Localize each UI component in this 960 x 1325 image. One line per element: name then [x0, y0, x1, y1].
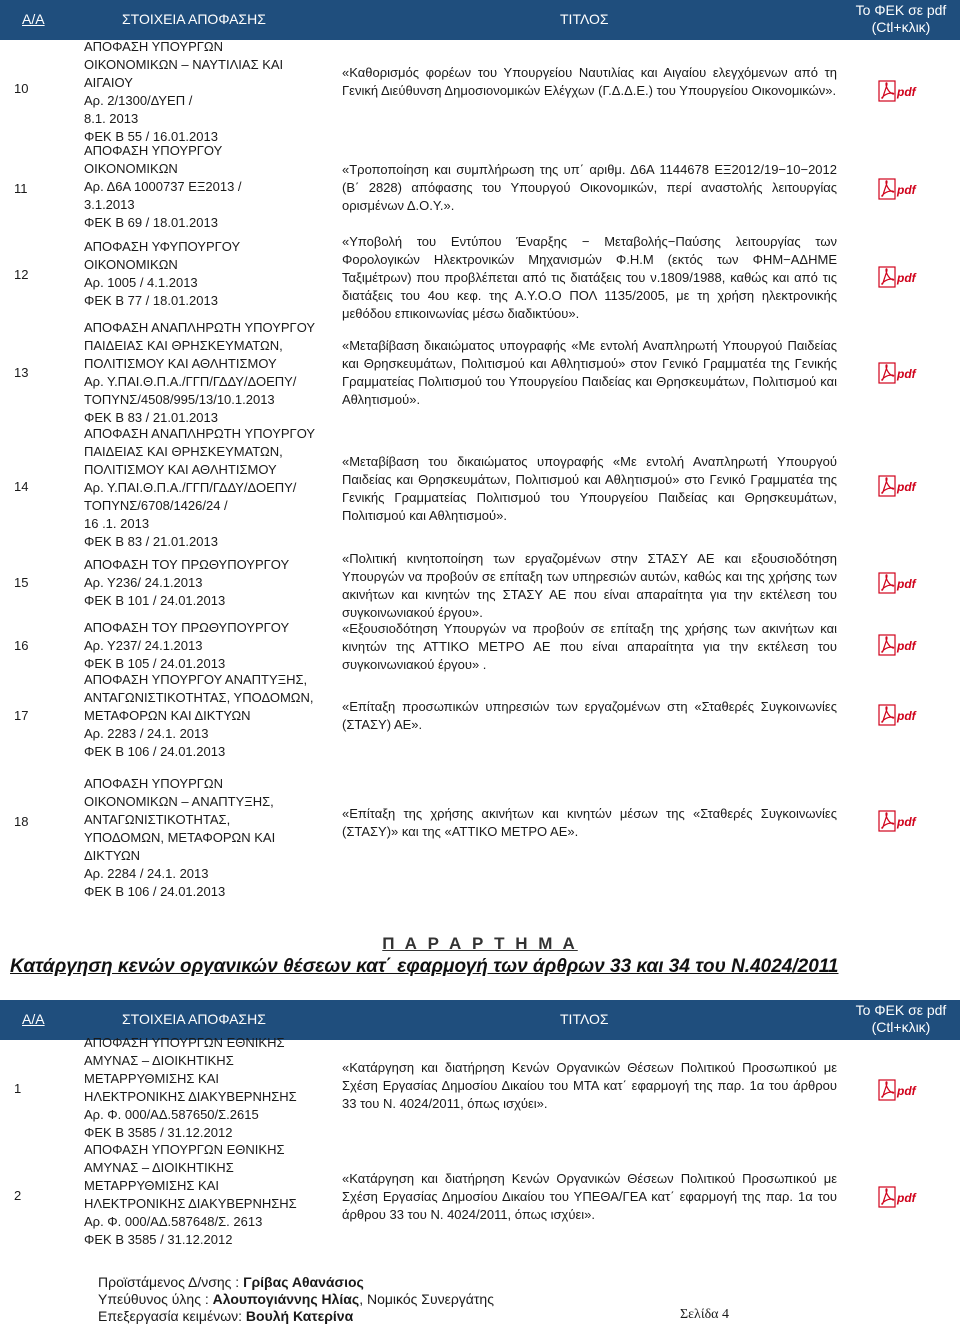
- row-number: 17: [14, 708, 29, 723]
- svg-text:pdf: pdf: [897, 1084, 916, 1098]
- row-number: 10: [14, 81, 29, 96]
- svg-text:pdf: pdf: [897, 271, 916, 285]
- row-number: 16: [14, 638, 29, 653]
- table-header: [0, 0, 960, 40]
- row-number: 2: [14, 1188, 22, 1203]
- decision-info: ΑΠΟΦΑΣΗ ΤΟΥ ΠΡΩΘΥΠΟΥΡΓΟΥ Αρ. Υ236/ 24.1.2013 ΦΕΚ Β 101 / 24.01.2013: [84, 557, 290, 608]
- pdf-icon: [878, 634, 918, 656]
- svg-text:pdf: pdf: [897, 480, 916, 494]
- footer-editor-role: , Νομικός Συνεργάτης: [359, 1291, 494, 1307]
- svg-text:pdf: pdf: [897, 367, 916, 381]
- footer-editor-label: Υπεύθυνος ύλης :: [98, 1291, 213, 1307]
- header-aa: Α/Α: [22, 1011, 45, 1027]
- pdf-icon: [878, 362, 918, 384]
- svg-text:pdf: pdf: [897, 577, 916, 591]
- row-number: 13: [14, 365, 29, 380]
- decision-info: ΑΠΟΦΑΣΗ ΥΠΟΥΡΓΩΝ ΕΘΝΙΚΗΣ ΑΜΥΝΑΣ – ΔΙΟΙΚΗΤΙΚΗΣ ΜΕΤΑΡΡΥΘΜΙΣΗΣ ΚΑΙ ΗΛΕΚΤΡΟΝΙΚΗΣ ΔΙΑΚΥΒΕΡΝΗΣΗΣ Αρ. Φ. 000/ΑΔ.587648/Σ. 2613 ΦΕΚ Β 3585 / 31.12.2012: [84, 1142, 297, 1247]
- pdf-link[interactable]: [878, 810, 918, 832]
- header-aa: Α/Α: [22, 11, 45, 27]
- pdf-link[interactable]: [878, 266, 918, 288]
- row-number: 11: [14, 181, 28, 196]
- pdf-icon: [878, 80, 918, 102]
- row-number: 1: [14, 1081, 22, 1096]
- pdf-link[interactable]: [878, 178, 918, 200]
- decision-title: «Κατάργηση και διατήρηση Κενών Οργανικών Θέσεων Πολιτικού Προσωπικού με Σχέση Εργασίας Δημοσίου Δικαίου του ΥΠΕΘΑ/ΓΕΑ κατ΄ εφαρμογή της παρ. 1α του άρθρου 33 του Ν. 4024/2011, όπως ισχύει».: [342, 1171, 837, 1222]
- pdf-link[interactable]: [878, 572, 918, 594]
- pdf-icon: [878, 572, 918, 594]
- footer-editor-name: Αλουπογιάννης Ηλίας: [212, 1291, 360, 1307]
- row-number: 18: [14, 814, 29, 829]
- decision-title: «Υποβολή του Εντύπου Έναρξης − Μεταβολής−Παύσης λειτουργίας των Φορολογικών Ηλεκτρονικών Μηχανισμών Φ.Η.Μ (εκτός των ΦΗΜ−ΑΔΗΜΕ Ταξιμέτρων) που προβλέπεται από τις διατάξεις του ν.1809/1988, καθώς και από τις διατάξεις του 4ου κεφ. της Α.Υ.Ο.Ο ΠΟΛ 1135/2005, με τη χρήση ηλεκτρονικής μεθόδου επικοινωνίας μέσω διαδικτύου».: [342, 234, 837, 321]
- header-decision: ΣΤΟΙΧΕΙΑ ΑΠΟΦΑΣΗΣ: [122, 1011, 266, 1027]
- svg-text:pdf: pdf: [897, 85, 916, 99]
- pdf-icon: [878, 475, 918, 497]
- footer-editor: [98, 1290, 494, 1308]
- footer-director: [98, 1273, 364, 1291]
- pdf-icon: [878, 1186, 918, 1208]
- pdf-icon: [878, 1079, 918, 1101]
- decision-title: «Τροποποίηση και συμπλήρωση της υπ΄ αριθμ. Δ6Α 1144678 ΕΞ2012/19−10−2012 (Β΄ 2828) απόφασης του Υπουργού Οικονομικών, περί αναστολής λειτουργίας ορισμένων Δ.Ο.Υ.».: [342, 162, 837, 213]
- footer-director-name: Γρίβας Αθανάσιος: [243, 1274, 364, 1290]
- pdf-link[interactable]: [878, 362, 918, 384]
- pdf-link[interactable]: [878, 1079, 918, 1101]
- decision-title: «Κατάργηση και διατήρηση Κενών Οργανικών Θέσεων Πολιτικού Προσωπικού με Σχέση Εργασίας Δημοσίου Δικαίου του ΜΤΑ κατ΄ εφαρμογή της παρ. 1α του άρθρου 33 του Ν. 4024/2011, όπως ισχύει».: [342, 1060, 837, 1111]
- footer-processing-label: Επεξεργασία κειμένων:: [98, 1308, 246, 1324]
- header-decision: ΣΤΟΙΧΕΙΑ ΑΠΟΦΑΣΗΣ: [122, 11, 266, 27]
- pdf-icon: [878, 810, 918, 832]
- pdf-link[interactable]: [878, 704, 918, 726]
- header-pdf: Το ΦΕΚ σε pdf (Ctl+κλικ): [855, 1002, 947, 1035]
- pdf-link[interactable]: [878, 475, 918, 497]
- decision-info: ΑΠΟΦΑΣΗ ΥΠΟΥΡΓΩΝ ΟΙΚΟΝΟΜΙΚΩΝ – ΝΑΥΤΙΛΙΑΣ ΚΑΙ ΑΙΓΑΙΟΥ Αρ. 2/1300/ΔΥΕΠ / 8.1. 2013 ΦΕΚ Β 55 / 16.01.2013: [84, 39, 284, 144]
- header-pdf: Το ΦΕΚ σε pdf (Ctl+κλικ): [855, 2, 947, 35]
- footer-processing-name: Βουλή Κατερίνα: [245, 1308, 354, 1324]
- svg-text:pdf: pdf: [897, 709, 916, 723]
- svg-text:pdf: pdf: [897, 639, 916, 653]
- row-number: 15: [14, 575, 29, 590]
- footer-processing: [98, 1307, 353, 1325]
- decision-info: ΑΠΟΦΑΣΗ ΥΦΥΠΟΥΡΓΟΥ ΟΙΚΟΝΟΜΙΚΩΝ Αρ. 1005 / 4.1.2013 ΦΕΚ Β 77 / 18.01.2013: [84, 239, 241, 308]
- decision-title: «Μεταβίβαση του δικαιώματος υπογραφής «Με εντολή Αναπληρωτή Υπουργού Παιδείας και Θρησκευμάτων, Πολιτισμού και Αθλητισμού» στο Γενικό Γραμματέα της Γενικής Γραμματείας Πολιτισμού του Υπουργείου Παιδείας και Θρησκευμάτων, Πολιτισμού και Αθλητισμού».: [342, 454, 837, 523]
- footer-director-label: Προϊστάμενος Δ/νσης :: [98, 1274, 244, 1290]
- row-number: 14: [14, 479, 29, 494]
- header-title: ΤΙΤΛΟΣ: [560, 11, 609, 27]
- appendix-title: Π Α Ρ Α Ρ Τ Η Μ Α: [382, 934, 578, 953]
- pdf-icon: [878, 266, 918, 288]
- row-number: 12: [14, 267, 29, 282]
- decision-info: ΑΠΟΦΑΣΗ ΥΠΟΥΡΓΟΥ ΑΝΑΠΤΥΞΗΣ, ΑΝΤΑΓΩΝΙΣΤΙΚΟΤΗΤΑΣ, ΥΠΟΔΟΜΩΝ, ΜΕΤΑΦΟΡΩΝ ΚΑΙ ΔΙΚΤΥΩΝ Αρ. 2283 / 24.1. 2013 ΦΕΚ Β 106 / 24.01.2013: [84, 672, 314, 759]
- pdf-icon: [878, 704, 918, 726]
- decision-info: ΑΠΟΦΑΣΗ ΥΠΟΥΡΓΟΥ ΟΙΚΟΝΟΜΙΚΩΝ Αρ. Δ6Α 1000737 ΕΞ2013 / 3.1.2013 ΦΕΚ Β 69 / 18.01.2013: [84, 143, 242, 230]
- decision-info: ΑΠΟΦΑΣΗ ΥΠΟΥΡΓΩΝ ΟΙΚΟΝΟΜΙΚΩΝ – ΑΝΑΠΤΥΞΗΣ, ΑΝΤΑΓΩΝΙΣΤΙΚΟΤΗΤΑΣ, ΥΠΟΔΟΜΩΝ, ΜΕΤΑΦΟΡΩΝ ΚΑΙ ΔΙΚΤΥΩΝ Αρ. 2284 / 24.1. 2013 ΦΕΚ Β 106 / 24.01.2013: [84, 776, 276, 899]
- decision-title: «Επίταξη προσωπικών υπηρεσιών των εργαζομένων στη «Σταθερές Συγκοινωνίες (ΣΤΑΣΥ) ΑΕ».: [342, 699, 837, 732]
- decision-info: ΑΠΟΦΑΣΗ ΑΝΑΠΛΗΡΩΤΗ ΥΠΟΥΡΓΟΥ ΠΑΙΔΕΙΑΣ ΚΑΙ ΘΡΗΣΚΕΥΜΑΤΩΝ, ΠΟΛΙΤΙΣΜΟΥ ΚΑΙ ΑΘΛΗΤΙΣΜΟΥ Αρ. Υ.ΠΑΙ.Θ.Π.Α./ΓΓΠ/ΓΔΔΥ/ΔΟΕΠΥ/ ΤΟΠΥΝΣ/6708/1426/24 / 16 .1. 2013 ΦΕΚ Β 83 / 21.01.2013: [84, 426, 316, 549]
- decision-title: «Μεταβίβαση δικαιώματος υπογραφής «Με εντολή Αναπληρωτή Υπουργού Παιδείας και Θρησκευμάτων, Πολιτισμού και Αθλητισμού» στον Γενικό Γραμματέα της Γενικής Γραμματείας Πολιτισμού του Υπουργείου Παιδείας και Θρησκευμάτων, Πολιτισμού και Αθλητισμού».: [342, 338, 837, 407]
- pdf-icon: [878, 178, 918, 200]
- svg-text:pdf: pdf: [897, 183, 916, 197]
- header-title: ΤΙΤΛΟΣ: [560, 1011, 609, 1027]
- svg-text:pdf: pdf: [897, 1191, 916, 1205]
- pdf-link[interactable]: [878, 1186, 918, 1208]
- decision-title: «Καθορισμός φορέων του Υπουργείου Ναυτιλίας και Αιγαίου ελεγχόμενων από τη Γενική Διεύθυνση Δημοσιονομικών Ελέγχων (Γ.Δ.Δ.Ε.) του Υπουργείου Οικονομικών».: [342, 65, 837, 98]
- svg-text:pdf: pdf: [897, 815, 916, 829]
- pdf-link[interactable]: [878, 80, 918, 102]
- decision-title: «Πολιτική κινητοποίηση των εργαζομένων στην ΣΤΑΣΥ ΑΕ και εξουσιοδότηση Υπουργών να προβούν σε επίταξη των υπηρεσιών αυτών, καθώς και της χρήσης των ακινήτων και κινητών της ΣΤΑΣΥ ΑΕ που είναι απαραίτητα για την εκτέλεση του συγκοινωνιακού έργου».: [342, 551, 837, 620]
- page-number: Σελίδα 4: [680, 1307, 730, 1322]
- pdf-link[interactable]: [878, 634, 918, 656]
- decision-info: ΑΠΟΦΑΣΗ ΑΝΑΠΛΗΡΩΤΗ ΥΠΟΥΡΓΟΥ ΠΑΙΔΕΙΑΣ ΚΑΙ ΘΡΗΣΚΕΥΜΑΤΩΝ, ΠΟΛΙΤΙΣΜΟΥ ΚΑΙ ΑΘΛΗΤΙΣΜΟΥ Αρ. Υ.ΠΑΙ.Θ.Π.Α./ΓΓΠ/ΓΔΔΥ/ΔΟΕΠΥ/ ΤΟΠΥΝΣ/4508/995/13/10.1.2013 ΦΕΚ Β 83 / 21.01.2013: [84, 320, 316, 425]
- decision-info: ΑΠΟΦΑΣΗ ΤΟΥ ΠΡΩΘΥΠΟΥΡΓΟΥ Αρ. Υ237/ 24.1.2013 ΦΕΚ Β 105 / 24.01.2013: [84, 620, 290, 671]
- appendix-subtitle: Κατάργηση κενών οργανικών θέσεων κατ΄ εφαρμογή των άρθρων 33 και 34 του Ν.4024/2011: [10, 956, 839, 977]
- decision-title: «Επίταξη της χρήσης ακινήτων και κινητών μέσων της «Σταθερές Συγκοινωνίες (ΣΤΑΣΥ)» και της «ΑΤΤΙΚΟ ΜΕΤΡΟ ΑΕ».: [342, 806, 837, 839]
- decision-title: «Εξουσιοδότηση Υπουργών να προβούν σε επίταξη της χρήσης των ακινήτων και κινητών της ΑΤΤΙΚΟ ΜΕΤΡΟ ΑΕ που είναι απαραίτητα για την εκτέλεση του συγκοινωνιακού έργου» .: [342, 621, 837, 672]
- decision-info: ΑΠΟΦΑΣΗ ΥΠΟΥΡΓΩΝ ΕΘΝΙΚΗΣ ΑΜΥΝΑΣ – ΔΙΟΙΚΗΤΙΚΗΣ ΜΕΤΑΡΡΥΘΜΙΣΗΣ ΚΑΙ ΗΛΕΚΤΡΟΝΙΚΗΣ ΔΙΑΚΥΒΕΡΝΗΣΗΣ Αρ. Φ. 000/ΑΔ.587650/Σ.2615 ΦΕΚ Β 3585 / 31.12.2012: [84, 1035, 297, 1140]
